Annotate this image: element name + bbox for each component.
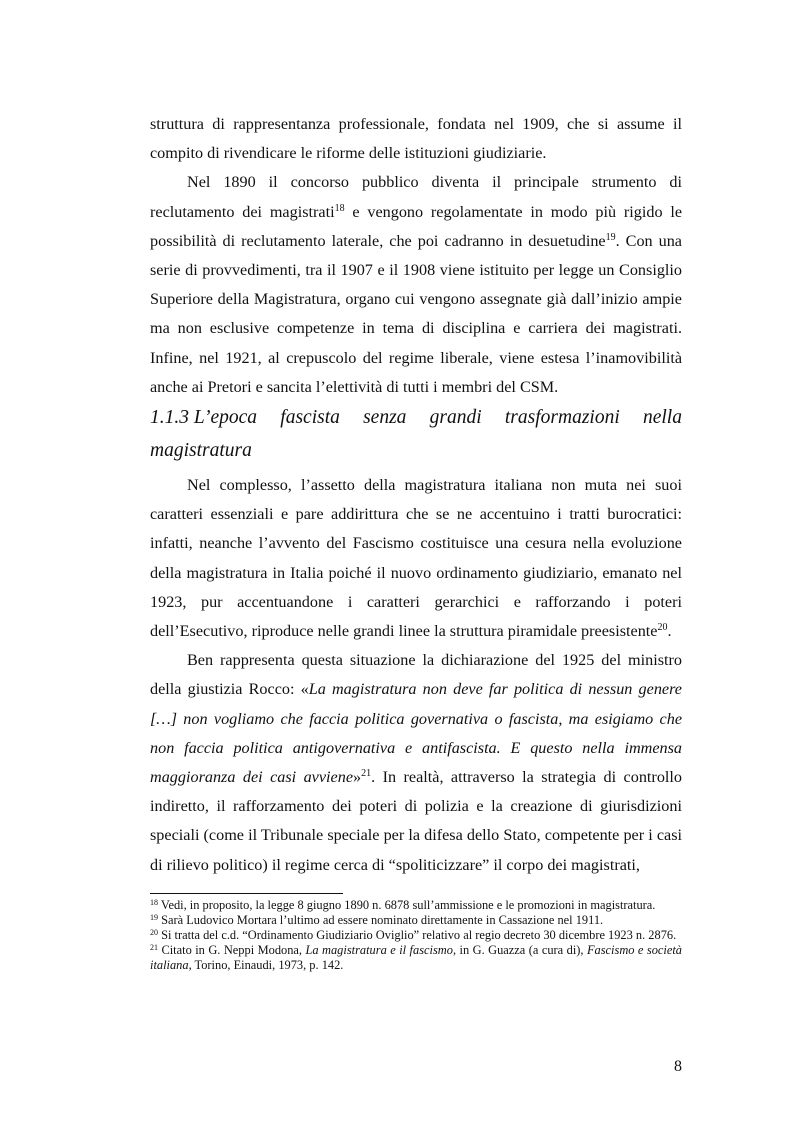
footnote-18 [150, 898, 682, 913]
footnote-text: Sarà Ludovico Mortara l’ultimo ad essere nominato direttamente in Cassazione nel 1911. [158, 913, 604, 927]
footnote-ref-19[interactable]: 19 [605, 231, 616, 243]
rocco-quote: La magistratura non deve far politica di nessun genere […] non vogliamo che faccia politica governativa o fascista, ma esigiamo che non faccia politica antigovernativa e antifascista. E questo nella immensa maggioranza dei casi avviene [150, 680, 682, 787]
footnote-ref-18[interactable]: 18 [334, 202, 345, 214]
footnote-ref-20[interactable]: 20 [657, 622, 668, 634]
footnote-text: Vedi, in proposito, la legge 8 giugno 1890 n. 6878 sull’ammissione e le promozioni in magistratura. [158, 898, 656, 912]
heading-word: trasformazioni [504, 407, 620, 428]
footnote-number: 18 [150, 898, 158, 907]
footnote-text: , in G. Guazza (a cura di), [452, 943, 587, 957]
footnote-separator [150, 893, 343, 894]
footnote-number: 19 [150, 913, 158, 922]
footnote-text: , Torino, Einaudi, 1973, p. 142. [188, 958, 344, 972]
paragraph-1-text: struttura di rappresentanza professionale, fondata nel 1909, che si assume il compito di rivendicare le riforme delle istituzioni giudiziarie. [150, 115, 682, 163]
paragraph-3-text: Nel complesso, l’assetto della magistratura italiana non muta nei suoi caratteri essenziali e pare addirittura che se ne accentuino i tratti burocratici: infatti, neanche l’avvento del Fascismo costituisce una cesura nella evoluzione della magistratura in Italia poiché il nuovo ordinamento giudiziario, emanato nel 1923, pur accentuandone i caratteri gerarchici e rafforzando i poteri dell’Esecutivo, riproduce nelle grandi linee la struttura piramidale preesistente [150, 476, 682, 641]
footnote-number: 21 [150, 943, 158, 952]
heading-word: nella [642, 407, 682, 428]
heading-word: grandi [429, 407, 482, 428]
heading-word: fascista [280, 407, 340, 428]
footnote-19 [150, 913, 682, 928]
footnote-text: Citato in G. Neppi Modona, [158, 943, 306, 957]
footnote-number: 20 [150, 928, 158, 937]
body-text-bottom [150, 471, 682, 880]
section-heading-line-1 [150, 401, 682, 434]
footnote-text: Si tratta del c.d. “Ordinamento Giudiziario Oviglio” relativo al regio decreto 30 dicembre 1923 n. 2876. [158, 928, 677, 942]
paragraph-2 [150, 168, 682, 402]
paragraph-2-text: . Con una serie di provvedimenti, tra il 1907 e il 1908 viene istituito per legge un Consiglio Superiore della Magistratura, organo cui vengono assegnate già dall’inizio ampie ma non esclusive competenze in tema di disciplina e carriera dei magistrati. Infine, nel 1921, al crepuscolo del regime liberale, viene estesa l’inamovibilità anche ai Pretori e sancita l’elettività di tutti i membri del CSM. [150, 231, 682, 396]
heading-word: senza [363, 407, 407, 428]
footnote-ref-21[interactable]: 21 [361, 768, 372, 780]
body-text-top [150, 110, 682, 402]
footnote-21 [150, 943, 682, 973]
paragraph-3 [150, 471, 682, 646]
section-heading-line-2: magistratura [150, 440, 252, 461]
paragraph-4 [150, 646, 682, 880]
paragraph-4-text: » [353, 768, 362, 787]
page-number: 8 [674, 1058, 682, 1075]
paragraph-4-text: . In realtà, attraverso la strategia di controllo indiretto, il rafforzamento dei poteri di polizia e la creazione di giurisdizioni speciali (come il Tribunale speciale per la difesa dello Stato, competente per i casi di rilievo politico) il regime cerca di “spoliticizzare” il corpo dei magistrati, [150, 768, 682, 874]
paragraph-3-text: . [667, 622, 672, 641]
paragraph-2-text: e vengono regolamentate in modo più rigido le possibilità di reclutamento laterale, che poi cadranno in desuetudine [150, 202, 683, 250]
section-heading [150, 401, 682, 467]
heading-word: 1.1.3 L’epoca [150, 407, 258, 428]
book-title: La magistratura e il fascismo [305, 943, 453, 957]
paragraph-4-text: Ben rappresenta questa situazione la dichiarazione del 1925 del ministro della giustizia Rocco: « [150, 651, 682, 699]
footnotes [150, 898, 682, 973]
book-title: Fascismo e società italiana [150, 943, 683, 972]
paragraph-1 [150, 110, 682, 168]
footnote-20 [150, 928, 682, 943]
paragraph-2-text: Nel 1890 il concorso pubblico diventa il principale strumento di reclutamento dei magistrati [150, 173, 682, 221]
